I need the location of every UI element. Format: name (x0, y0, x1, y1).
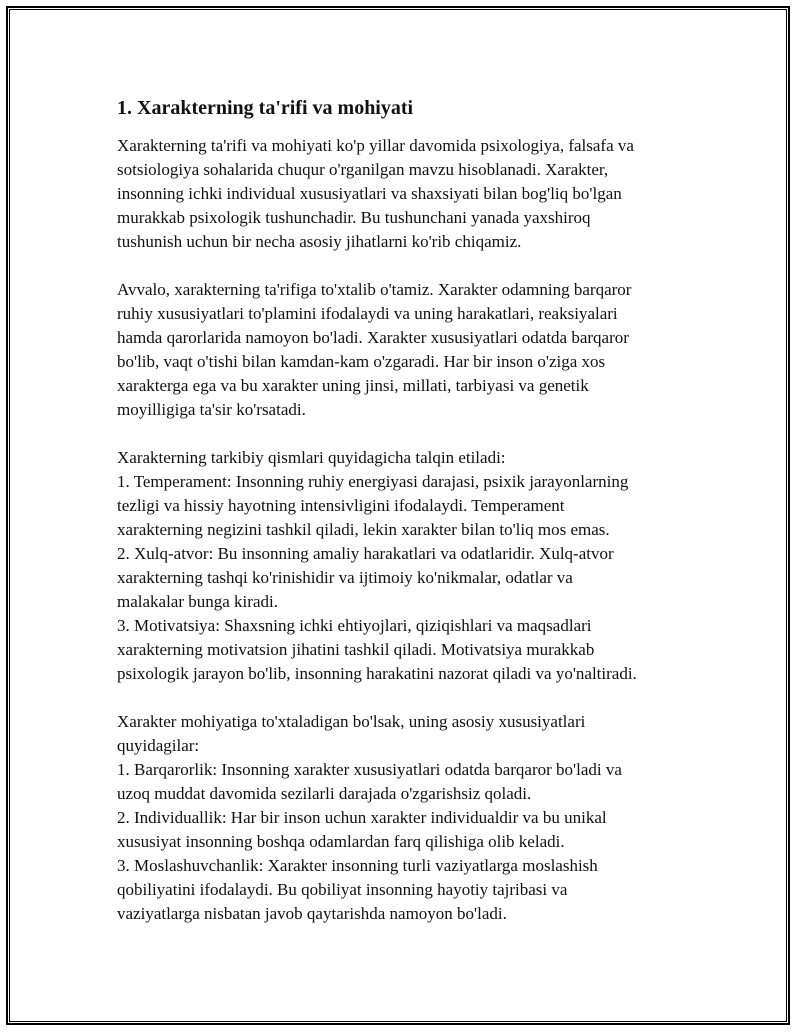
text-line: Xarakterning ta'rifi va mohiyati ko'p yillar davomida psixologiya, falsafa va (117, 136, 634, 155)
text-line: xususiyat insonning boshqa odamlardan farq qilishiga olib keladi. (117, 832, 565, 851)
text-line: moyilligiga ta'sir ko'rsatadi. (117, 400, 306, 419)
paragraph-intro (117, 134, 687, 254)
text-line: ruhiy xususiyatlari to'plamini ifodalaydi va uning harakatlari, reaksiyalari (117, 304, 618, 323)
text-line: xarakterning tashqi ko'rinishidir va ijtimoiy ko'nikmalar, odatlar va (117, 568, 573, 587)
paragraph-essence (117, 710, 687, 926)
text-line: uzoq muddat davomida sezilarli darajada o'zgarishsiz qoladi. (117, 784, 532, 803)
text-line: tushunish uchun bir necha asosiy jihatlarni ko'rib chiqamiz. (117, 232, 522, 251)
text-line: qobiliyatini ifodalaydi. Bu qobiliyat insonning hayotiy tajribasi va (117, 880, 568, 899)
text-line: Xarakter mohiyatiga to'xtaladigan bo'lsak, uning asosiy xususiyatlari (117, 712, 586, 731)
text-line: 3. Motivatsiya: Shaxsning ichki ehtiyojlari, qiziqishlari va maqsadlari (117, 616, 592, 635)
text-line: xarakterning negizini tashkil qiladi, lekin xarakter bilan to'liq mos emas. (117, 520, 610, 539)
text-line: insonning ichki individual xususiyatlari va shaxsiyati bilan bog'liq bo'lgan (117, 184, 622, 203)
text-line: vaziyatlarga nisbatan javob qaytarishda namoyon bo'ladi. (117, 904, 507, 923)
text-line: 2. Xulq-atvor: Bu insonning amaliy harakatlari va odatlaridir. Xulq-atvor (117, 544, 614, 563)
paragraph-components (117, 446, 687, 686)
text-line: malakalar bunga kiradi. (117, 592, 278, 611)
section-heading: 1. Xarakterning ta'rifi va mohiyati (117, 97, 414, 119)
text-line: Xarakterning tarkibiy qismlari quyidagicha talqin etiladi: (117, 448, 506, 467)
paragraph-definition (117, 278, 687, 422)
text-line: xarakterning motivatsion jihatini tashkil qiladi. Motivatsiya murakkab (117, 640, 595, 659)
text-line: psixologik jarayon bo'lib, insonning harakatini nazorat qiladi va yo'naltiradi. (117, 664, 637, 683)
text-line: xarakterga ega va bu xarakter uning jinsi, millati, tarbiyasi va genetik (117, 376, 589, 395)
document-body (117, 96, 687, 950)
text-line: bo'lib, vaqt o'tishi bilan kamdan-kam o'zgaradi. Har bir inson o'ziga xos (117, 352, 606, 371)
text-line: murakkab psixologik tushunchadir. Bu tushunchani yanada yaxshiroq (117, 208, 591, 227)
text-line: quyidagilar: (117, 736, 200, 755)
text-line: 3. Moslashuvchanlik: Xarakter insonning turli vaziyatlarga moslashish (117, 856, 598, 875)
text-line: 1. Barqarorlik: Insonning xarakter xususiyatlari odatda barqaror bo'ladi va (117, 760, 622, 779)
text-line: tezligi va hissiy hayotning intensivligini ifodalaydi. Temperament (117, 496, 565, 515)
text-line: hamda qarorlarida namoyon bo'ladi. Xarakter xususiyatlari odatda barqaror (117, 328, 629, 347)
text-line: 1. Temperament: Insonning ruhiy energiyasi darajasi, psixik jarayonlarning (117, 472, 629, 491)
text-line: sotsiologiya sohalarida chuqur o'rganilgan mavzu hisoblanadi. Xarakter, (117, 160, 609, 179)
text-line: 2. Individuallik: Har bir inson uchun xarakter individualdir va bu unikal (117, 808, 607, 827)
text-line: Avvalo, xarakterning ta'rifiga to'xtalib o'tamiz. Xarakter odamning barqaror (117, 280, 632, 299)
